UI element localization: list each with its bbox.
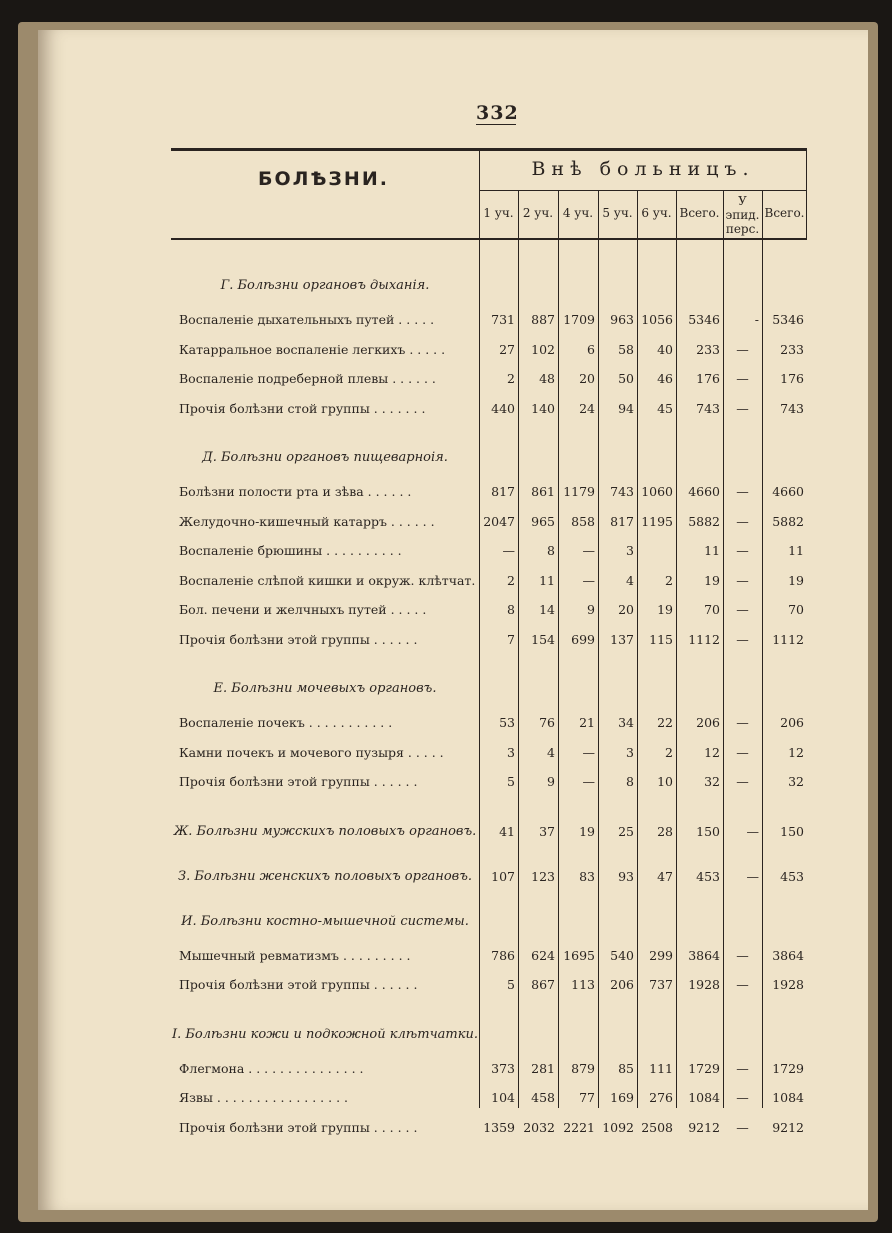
table-cell: 861: [531, 484, 555, 499]
table-cell: 1179: [563, 484, 595, 499]
table-cell: 28: [657, 823, 673, 839]
table-cell: 879: [571, 1060, 595, 1076]
table-cell: 2: [507, 572, 515, 588]
section-title: Г. Болѣзни органовъ дыханія.: [220, 278, 430, 293]
column-header-line: эпид.: [725, 208, 760, 222]
table-cell: 77: [579, 1090, 595, 1105]
column-header-line: У: [738, 194, 747, 208]
page-number: 332: [476, 102, 519, 124]
table-cell: 9212: [772, 1119, 804, 1135]
table-cell: 102: [531, 341, 555, 357]
table-cell: —: [736, 1060, 749, 1076]
column-rule: [676, 190, 677, 1108]
table-cell: 887: [531, 312, 555, 327]
row-label: Воспаленіе слѣпой кишки и окруж. клѣтчат.: [179, 572, 476, 588]
table-cell: 453: [780, 868, 804, 884]
row-label: Язвы . . . . . . . . . . . . . . . . .: [179, 1090, 348, 1105]
table-cell: 743: [696, 400, 720, 416]
table-cell: 27: [499, 341, 515, 357]
table-cell: 3864: [772, 947, 804, 963]
row-label: Прочія болѣзни этой группы . . . . . .: [179, 631, 418, 647]
column-header: 5 уч.: [602, 206, 633, 220]
table-cell: 58: [618, 341, 634, 357]
table-cell: 8: [626, 774, 634, 789]
table-cell: 786: [491, 947, 515, 963]
row-label: Прочія болѣзни этой группы . . . . . .: [179, 977, 418, 992]
table-cell: 2: [507, 371, 515, 386]
table-cell: 6: [587, 341, 595, 357]
table-cell: —: [736, 774, 749, 789]
table-cell: —: [736, 631, 749, 647]
table-cell: 19: [657, 602, 673, 617]
table-cell: 1195: [641, 513, 673, 529]
row-label: Болѣзни полости рта и зѣва . . . . . .: [179, 484, 412, 499]
table-cell: —: [736, 744, 749, 760]
row-label: Камни почекъ и мочевого пузыря . . . . .: [179, 744, 444, 760]
table-cell: 22: [657, 715, 673, 730]
table-cell: 540: [610, 947, 634, 963]
table-cell: —: [582, 774, 595, 789]
table-cell: 1084: [688, 1090, 720, 1105]
table-cell: 19: [788, 572, 804, 588]
table-cell: 94: [618, 400, 634, 416]
table-cell: 104: [491, 1090, 515, 1105]
table-cell: 458: [531, 1090, 555, 1105]
table-cell: 150: [780, 823, 804, 839]
row-label: Бол. печени и желчныхъ путей . . . . .: [179, 602, 427, 617]
table-cell: 3: [507, 744, 515, 760]
table-cell: 817: [610, 513, 634, 529]
header-rule: [171, 238, 807, 240]
table-cell: 7: [507, 631, 515, 647]
table-cell: —: [746, 868, 759, 884]
table-cell: 37: [539, 823, 555, 839]
table-cell: —: [736, 572, 749, 588]
subheader-rule: [479, 190, 807, 191]
table-cell: —: [736, 1119, 749, 1135]
book-page: [38, 30, 868, 1210]
section-title: Ж. Болѣзни мужскихъ половыхъ органовъ.: [173, 823, 477, 839]
table-cell: —: [736, 341, 749, 357]
table-cell: 5: [507, 774, 515, 789]
table-cell: 113: [571, 977, 595, 992]
table-cell: 5882: [772, 513, 804, 529]
table-cell: 233: [696, 341, 720, 357]
section-title: З. Болѣзни женскихъ половыхъ органовъ.: [177, 868, 473, 884]
table-cell: 169: [610, 1090, 634, 1105]
row-label: Флегмона . . . . . . . . . . . . . . .: [179, 1060, 364, 1076]
table-cell: 8: [547, 543, 555, 558]
table-cell: 9: [547, 774, 555, 789]
table-cell: 2047: [483, 513, 515, 529]
table-cell: 1112: [688, 631, 720, 647]
table-cell: 5346: [772, 312, 804, 327]
table-cell: 20: [579, 371, 595, 386]
column-rule: [806, 148, 807, 238]
row-label: Прочія болѣзни этой группы . . . . . .: [179, 1119, 418, 1135]
table-cell: 48: [539, 371, 555, 386]
table-cell: 70: [788, 602, 804, 617]
table-cell: 2: [665, 572, 673, 588]
table-cell: 93: [618, 868, 634, 884]
column-rule: [637, 190, 638, 1108]
column-rule: [598, 190, 599, 1108]
table-cell: 206: [780, 715, 804, 730]
table-cell: —: [502, 543, 515, 558]
column-rule: [558, 190, 559, 1108]
table-cell: 1928: [772, 977, 804, 992]
table-cell: —: [582, 572, 595, 588]
table-cell: 2508: [641, 1119, 673, 1135]
column-header: 2 уч.: [522, 206, 554, 220]
column-header: 1 уч.: [483, 206, 514, 220]
table-cell: 3: [626, 744, 634, 760]
table-cell: 299: [649, 947, 673, 963]
table-cell: 5346: [688, 312, 720, 327]
column-header: 4 уч.: [562, 206, 594, 220]
table-cell: 32: [788, 774, 804, 789]
row-label: Прочія болѣзни этой группы . . . . . .: [179, 774, 418, 789]
table-cell: —: [736, 484, 749, 499]
table-cell: 115: [649, 631, 673, 647]
table-cell: 206: [610, 977, 634, 992]
table-cell: 20: [618, 602, 634, 617]
table-cell: 4: [626, 572, 634, 588]
table-cell: 624: [531, 947, 555, 963]
table-cell: 21: [579, 715, 595, 730]
table-cell: —: [736, 947, 749, 963]
table-cell: 19: [579, 823, 595, 839]
table-cell: 4660: [772, 484, 804, 499]
table-cell: 743: [610, 484, 634, 499]
table-cell: 699: [571, 631, 595, 647]
table-cell: 281: [531, 1060, 555, 1076]
row-label: Желудочно-кишечный катарръ . . . . . .: [179, 513, 435, 529]
section-title: Д. Болѣзни органовъ пищеварноія.: [202, 450, 448, 465]
table-cell: 41: [499, 823, 515, 839]
table-cell: 12: [704, 744, 720, 760]
table-cell: 19: [704, 572, 720, 588]
table-cell: —: [736, 1090, 749, 1105]
table-cell: 373: [491, 1060, 515, 1076]
table-cell: —: [736, 371, 749, 386]
table-cell: 32: [704, 774, 720, 789]
table-cell: 176: [696, 371, 720, 386]
table-cell: 4: [547, 744, 555, 760]
table-cell: 11: [704, 543, 720, 558]
section-title: И. Болѣзни костно-мышечной системы.: [181, 913, 469, 929]
table-cell: 3864: [688, 947, 720, 963]
table-cell: 1056: [641, 312, 673, 327]
table-cell: 206: [696, 715, 720, 730]
table-cell: -: [754, 312, 759, 327]
table-cell: 76: [539, 715, 555, 730]
table-cell: —: [746, 823, 759, 839]
table-cell: 11: [539, 572, 555, 588]
table-cell: 2221: [563, 1119, 595, 1135]
table-cell: 1112: [772, 631, 804, 647]
table-cell: 731: [491, 312, 515, 327]
table-cell: 1709: [563, 312, 595, 327]
table-cell: 24: [579, 400, 595, 416]
table-cell: 34: [618, 715, 634, 730]
row-label: Воспаленіе брюшины . . . . . . . . . .: [179, 543, 402, 558]
row-label: Катарральное воспаленіе легкихъ . . . . .: [179, 341, 446, 357]
table-cell: 2: [665, 744, 673, 760]
table-cell: 858: [571, 513, 595, 529]
table-cell: —: [736, 715, 749, 730]
table-cell: 440: [491, 400, 515, 416]
table-cell: 1729: [772, 1060, 804, 1076]
table-cell: —: [736, 602, 749, 617]
row-label: Мышечный ревматизмъ . . . . . . . . .: [179, 947, 411, 963]
table-cell: 123: [531, 868, 555, 884]
table-cell: 1359: [483, 1119, 515, 1135]
table-cell: 9212: [688, 1119, 720, 1135]
table-cell: 45: [657, 400, 673, 416]
table-cell: 85: [618, 1060, 634, 1076]
table-cell: 276: [649, 1090, 673, 1105]
table-cell: —: [736, 543, 749, 558]
table-cell: —: [582, 744, 595, 760]
table-cell: —: [736, 977, 749, 992]
table-cell: 140: [531, 400, 555, 416]
table-cell: 11: [788, 543, 804, 558]
statistics-table: [171, 148, 807, 1135]
table-cell: 12: [788, 744, 804, 760]
column-header: 6 уч.: [641, 206, 672, 220]
table-cell: 8: [507, 602, 515, 617]
column-header: Всего.: [679, 206, 720, 220]
column-rule: [479, 148, 480, 1108]
table-cell: 1695: [563, 947, 595, 963]
table-cell: 1928: [688, 977, 720, 992]
row-label: Прочія болѣзни стой группы . . . . . . .: [179, 400, 426, 416]
row-label: Воспаленіе дыхательныхъ путей . . . . .: [179, 312, 435, 327]
table-cell: 2032: [523, 1119, 555, 1135]
column-header: Всего.: [764, 206, 805, 220]
row-label: Воспаленіе почекъ . . . . . . . . . . .: [179, 715, 393, 730]
table-cell: 9: [587, 602, 595, 617]
section-title: Е. Болѣзни мочевыхъ органовъ.: [213, 681, 437, 696]
table-cell: 25: [618, 823, 634, 839]
table-title: БОЛѢЗНИ.: [258, 168, 389, 190]
column-rule: [723, 190, 724, 1108]
column-rule: [518, 190, 519, 1108]
table-cell: 743: [780, 400, 804, 416]
column-header-line: перс.: [725, 222, 760, 236]
table-cell: 4660: [688, 484, 720, 499]
table-cell: 53: [499, 715, 515, 730]
table-cell: 50: [618, 371, 634, 386]
table-cell: 1092: [602, 1119, 634, 1135]
table-cell: 867: [531, 977, 555, 992]
table-cell: 107: [491, 868, 515, 884]
table-cell: 137: [610, 631, 634, 647]
table-cell: —: [736, 400, 749, 416]
table-cell: 70: [704, 602, 720, 617]
table-cell: 1729: [688, 1060, 720, 1076]
table-cell: 111: [649, 1060, 673, 1076]
table-cell: 150: [696, 823, 720, 839]
table-cell: 5882: [688, 513, 720, 529]
table-cell: —: [582, 543, 595, 558]
table-cell: 737: [649, 977, 673, 992]
table-cell: 154: [531, 631, 555, 647]
table-cell: —: [736, 513, 749, 529]
table-cell: 453: [696, 868, 720, 884]
row-label: Воспаленіе подреберной плевы . . . . . .: [179, 371, 436, 386]
table-cell: 817: [491, 484, 515, 499]
table-cell: 47: [657, 868, 673, 884]
table-cell: 965: [531, 513, 555, 529]
top-rule: [171, 148, 807, 151]
table-cell: 1084: [772, 1090, 804, 1105]
table-cell: 46: [657, 371, 673, 386]
table-cell: 1060: [641, 484, 673, 499]
column-rule: [762, 190, 763, 1108]
table-cell: 963: [610, 312, 634, 327]
table-cell: 83: [579, 868, 595, 884]
table-cell: 5: [507, 977, 515, 992]
table-cell: 3: [626, 543, 634, 558]
table-cell: 10: [657, 774, 673, 789]
section-title: I. Болѣзни кожи и подкожной клѣтчатки.: [171, 1026, 479, 1042]
table-cell: 14: [539, 602, 555, 617]
table-cell: 40: [657, 341, 673, 357]
table-cell: 176: [780, 371, 804, 386]
outside-hospitals-header: Внѣ больницъ.: [531, 158, 755, 180]
table-cell: 233: [780, 341, 804, 357]
